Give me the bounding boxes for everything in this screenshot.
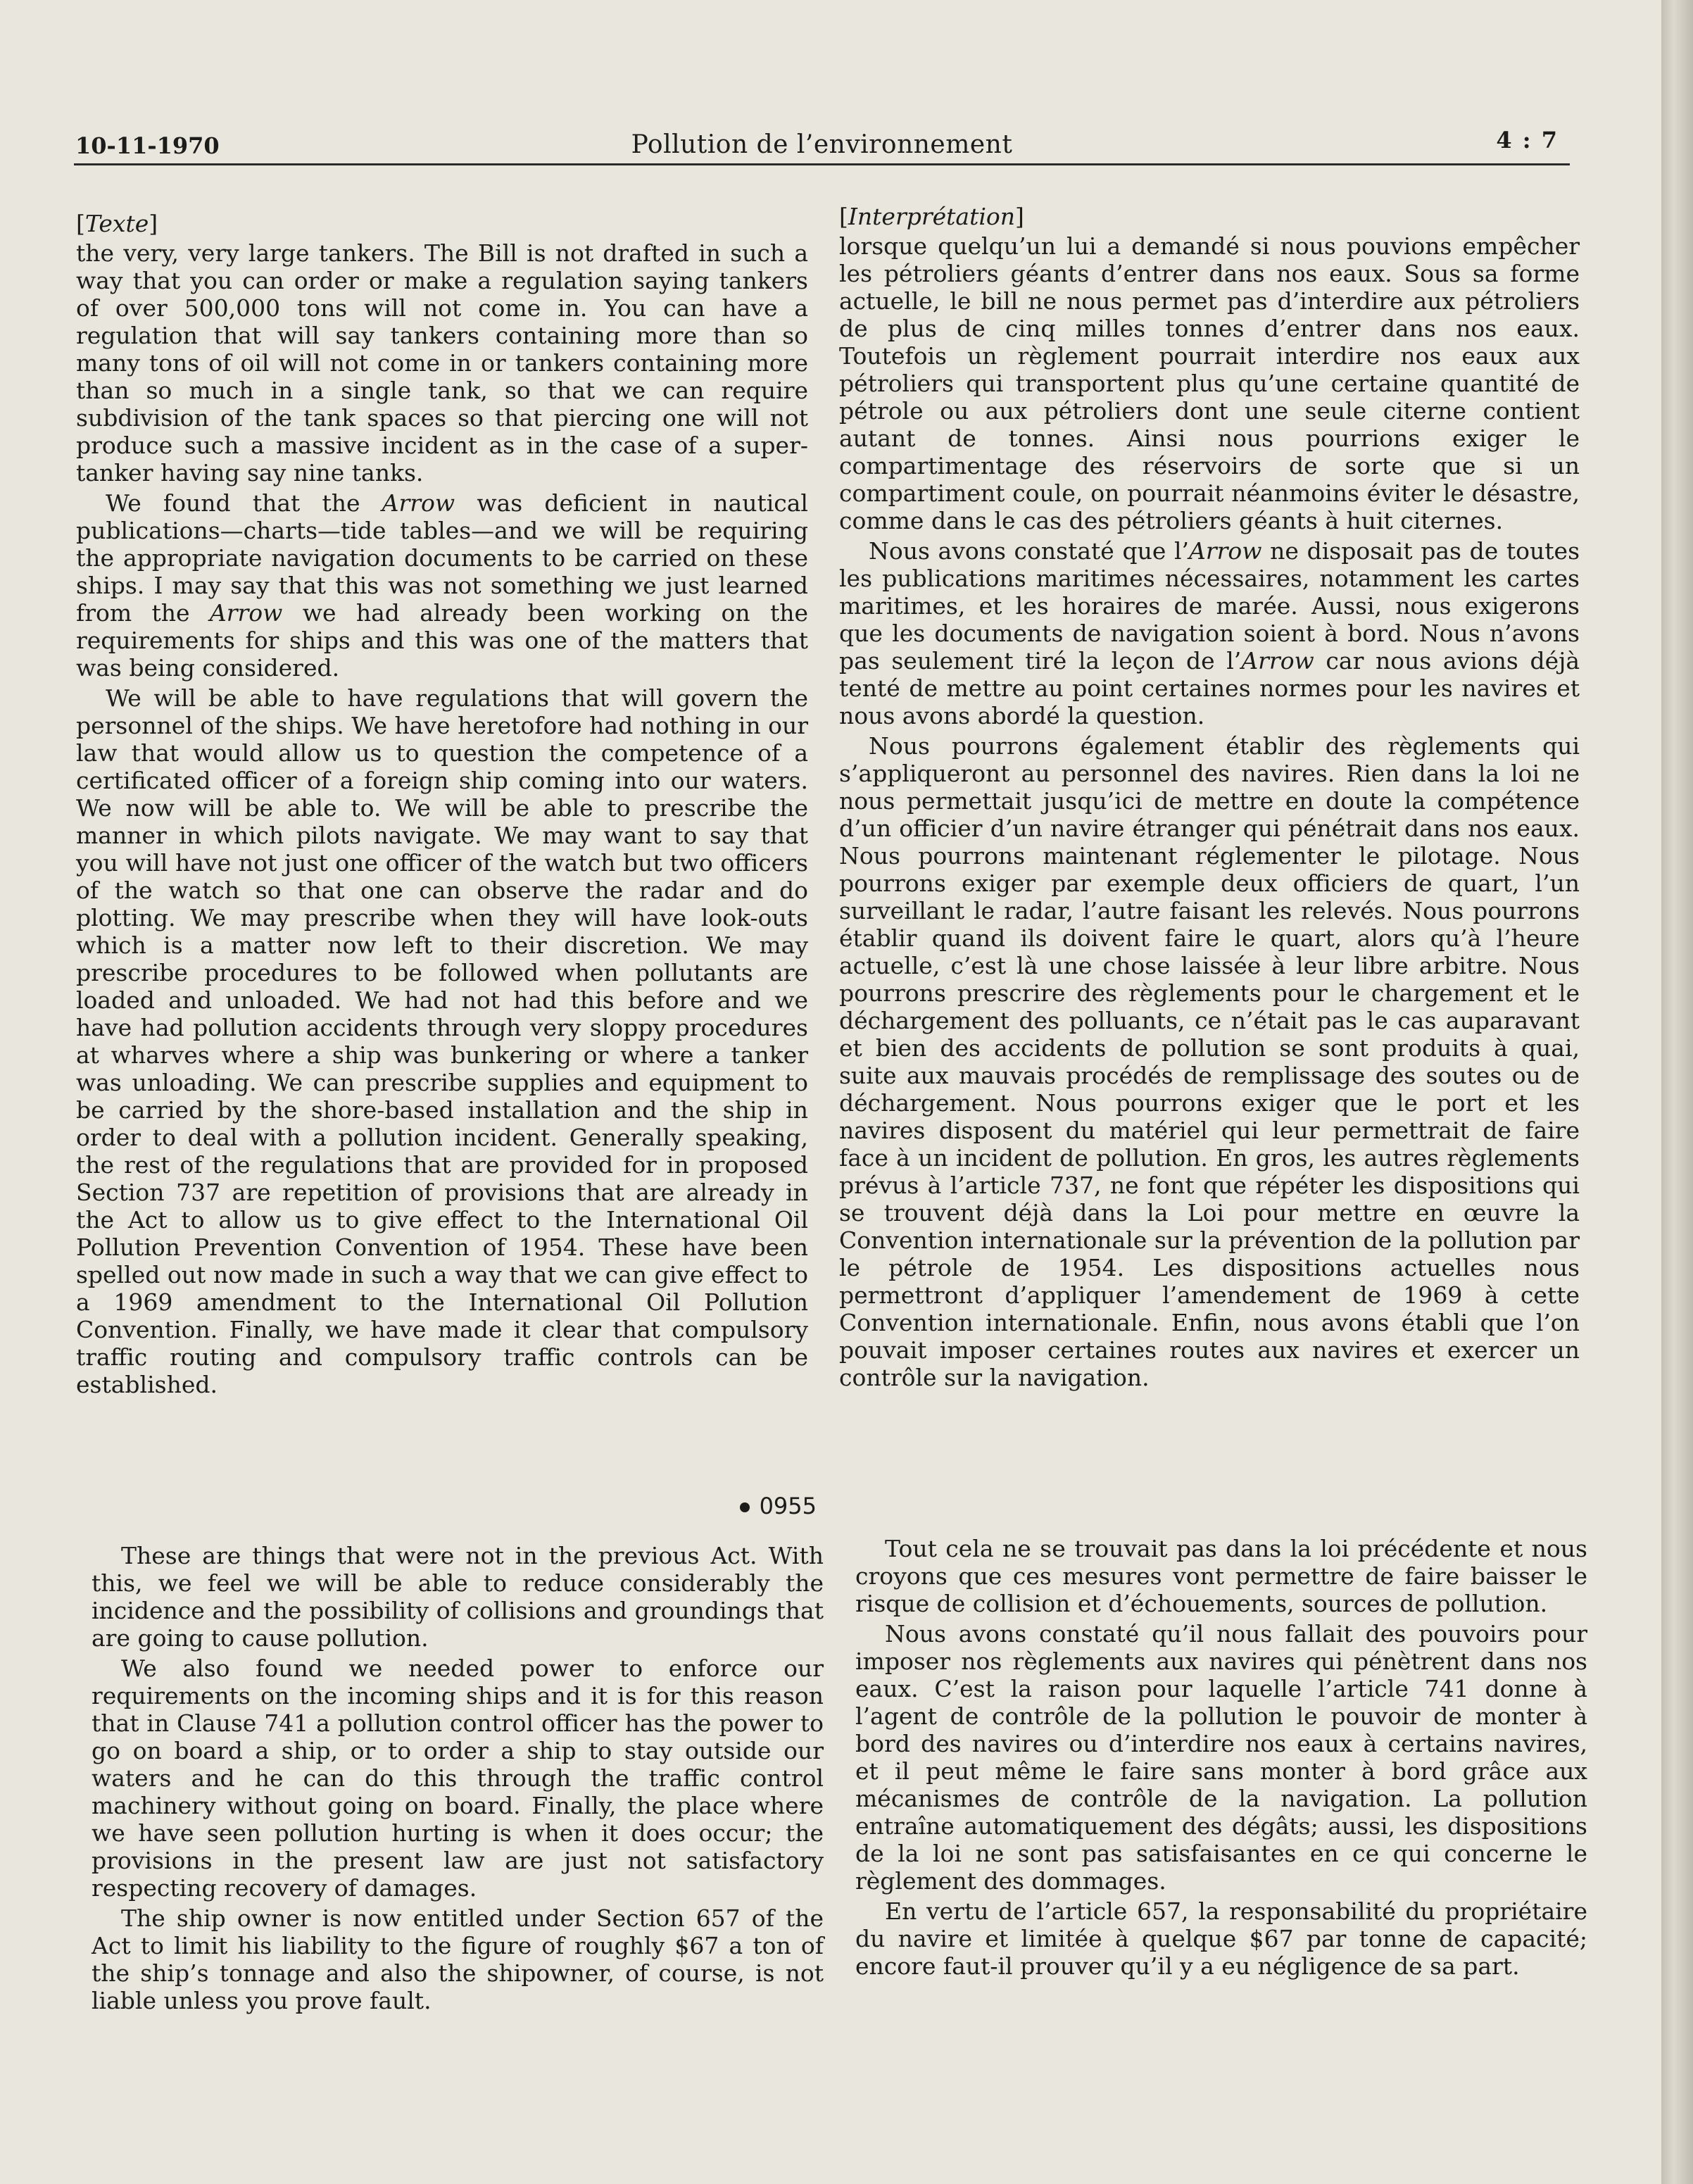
paragraph: We also found we needed power to enforce our requirements on the incoming ships and it is for this reason that in Clause 741 a pollution control officer has the power to go on board a ship, or to order a ship to stay outside our waters and he can do this through the traffic control machinery without going on board. Finally, the place where we have seen pollution hurting is when it does occur; the provisions in the present law are just not satisfactory respecting recovery of damages. [92, 1655, 824, 1902]
paragraph: Nous pourrons également établir des règlements qui s’appliqueront au personnel des navires. Rien dans la loi ne nous permettait jusqu’ici de mettre en doute la compétence d’un officier d’un navire étranger qui pénétrait dans nos eaux. Nous pourrons maintenant réglementer le pilotage. Nous pourrons exiger par exemple deux officiers de quart, l’un surveillant le radar, l’autre faisant les relevés. Nous pourrons établir quand ils doivent faire le quart, alors qu’à l’heure actuelle, c’est là une chose laissée à leur libre arbitre. Nous pourrons prescrire des règlements pour le chargement et le déchargement des polluants, ce n’était pas le cas auparavant et bien des accidents de pollution se sont produits à quai, suite aux mauvais procédés de remplissage des soutes ou de déchargement. Nous pourrons exiger que le port et les navires disposent du matériel qui leur permettrait de faire face à un incident de pollution. En gros, les autres règlements prévus à l’article 737, ne font que répéter les dispositions qui se trouvent déjà dans la Loi pour mettre en œuvre la Convention internationale sur la prévention de la pollution par le pétrole de 1954. Les dispositions actuelles nous permettront d’appliquer l’amendement de 1969 à cette Convention internationale. Enfin, nous avons établi que l’on pouvait imposer certaines routes aux navires et exercer un contrôle sur la navigation. [839, 732, 1580, 1391]
paragraph: We found that the Arrow was deficient in nautical publications—charts—tide tables—and we will be requiring the appropriate navigation documents to be carried on these ships. I may say that this was not something we just learned from the Arrow we had already been working on the requirements for ships and this was one of the matters that was being considered. [76, 489, 809, 682]
french-column-bottom [855, 1535, 1587, 1980]
time-marker [732, 1493, 817, 1519]
paragraph: These are things that were not in the previous Act. With this, we feel we will be able to reduce considerably the incidence and the possibility of collisions and groundings that are going to cause pollution. [92, 1542, 824, 1652]
ship-name: Arrow [1189, 537, 1262, 565]
paragraph: the very, very large tankers. The Bill is not drafted in such a way that you can order or make a regulation saying tankers of over 500,000 tons will not come in. You can have a regulation that will say tankers containing more than so many tons of oil will not come in or tankers containing more than so much in a single tank, so that we can require subdivision of the tank spaces so that piercing one will not produce such a massive incident as in the case of a super-tanker having say nine tanks. [76, 239, 808, 487]
french-column-top [839, 203, 1580, 1391]
paragraph: Nous avons constaté qu’il nous fallait des pouvoirs pour imposer nos règlements aux navires qui pénètrent dans nos eaux. C’est la raison pour laquelle l’article 741 donne à l’agent de contrôle de la pollution le pouvoir de monter à bord des navires ou d’interdire nos eaux à certains navires, et il peut même le faire sans monter à bord grâce aux mécanismes de contrôle de la navigation. La pollution entraîne automatiquement des dégâts; aussi, les dispositions de la loi ne sont pas satisfaisantes en ce qui concerne le règlement des dommages. [855, 1620, 1587, 1895]
ship-name: Arrow [382, 489, 455, 517]
ship-name: Arrow [209, 599, 283, 627]
paragraph: lorsque quelqu’un lui a demandé si nous pouvions empêcher les pétroliers géants d’entrer dans nos eaux. Sous sa forme actuelle, le bill ne nous permet pas d’interdire aux pétroliers de plus de cinq milles tonnes d’entrer dans nos eaux. Toutefois un règlement pourrait interdire nos eaux aux pétroliers qui transportent plus qu’une certaine quantité de pétrole ou aux pétroliers dont une seule citerne contient autant de tonnes. Ainsi nous pourrions exiger le compartimentage des réservoirs de sorte que si un compartiment coule, on pourrait néanmoins éviter le désastre, comme dans le cas des pétroliers géants à huit citernes. [839, 232, 1580, 534]
english-column-bottom [92, 1542, 824, 2014]
paragraph: En vertu de l’article 657, la responsabilité du propriétaire du navire et limitée à quelque $67 par tonne de capacité; encore faut-il prouver qu’il y a eu négligence de sa part. [855, 1897, 1587, 1980]
ship-name: Arrow [1241, 647, 1314, 674]
interpretation-label-text: Interprétation [848, 203, 1016, 230]
paragraph: The ship owner is now entitled under Section 657 of the Act to limit his liability to the figure of roughly $67 a ton of the ship’s tonnage and also the shipowner, of course, is not liable unless you prove fault. [92, 1904, 824, 2014]
header-title: Pollution de l’environnement [631, 130, 1013, 159]
header-date: 10-11-1970 [75, 132, 220, 159]
paragraph: Nous avons constaté que l’Arrow ne disposait pas de toutes les publications maritimes nécessaires, notamment les cartes maritimes, et les horaires de marée. Aussi, nous exigerons que les documents de navigation soient à bord. Nous n’avons pas seulement tiré la leçon de l’Arrow car nous avions déjà tenté de mettre au point certaines normes pour les navires et nous avons abordé la question. [839, 537, 1580, 729]
interpretation-label: [Interprétation] [839, 203, 1024, 230]
bullet-icon [740, 1502, 750, 1512]
page-header [74, 113, 1570, 165]
texte-label: [Texte] [76, 210, 158, 237]
page-edge [1661, 0, 1693, 2184]
paragraph: Tout cela ne se trouvait pas dans la loi précédente et nous croyons que ces mesures vont permettre de faire baisser le risque de collision et d’échouements, sources de pollution. [855, 1535, 1587, 1617]
english-column-top [76, 210, 808, 1398]
time-marker-text: 0955 [759, 1493, 817, 1519]
header-page-number: 4 : 7 [1496, 127, 1559, 153]
paragraph: We will be able to have regulations that will govern the personnel of the ships. We have heretofore had nothing in our law that would allow us to question the competence of a certificated officer of a foreign ship coming into our waters. We now will be able to. We will be able to prescribe the manner in which pilots navigate. We may want to say that you will have not just one officer of the watch but two officers of the watch so that one can observe the radar and do plotting. We may prescribe when they will have look-outs which is a matter now left to their discretion. We may prescribe procedures to be followed when pollutants are loaded and unloaded. We had not had this before and we have had pollution accidents through very sloppy procedures at wharves where a ship was bunkering or where a tanker was unloading. We can prescribe supplies and equipment to be carried by the shore-based installation and the ship in order to deal with a pollution incident. Generally speaking, the rest of the regulations that are provided for in proposed Section 737 are repetition of provisions that are already in the Act to allow us to give effect to the International Oil Pollution Prevention Convention of 1954. These have been spelled out now made in such a way that we can give effect to a 1969 amendment to the International Oil Pollution Convention. Finally, we have made it clear that compulsory traffic routing and compulsory traffic controls can be established. [76, 684, 808, 1398]
texte-label-text: Texte [84, 210, 149, 237]
